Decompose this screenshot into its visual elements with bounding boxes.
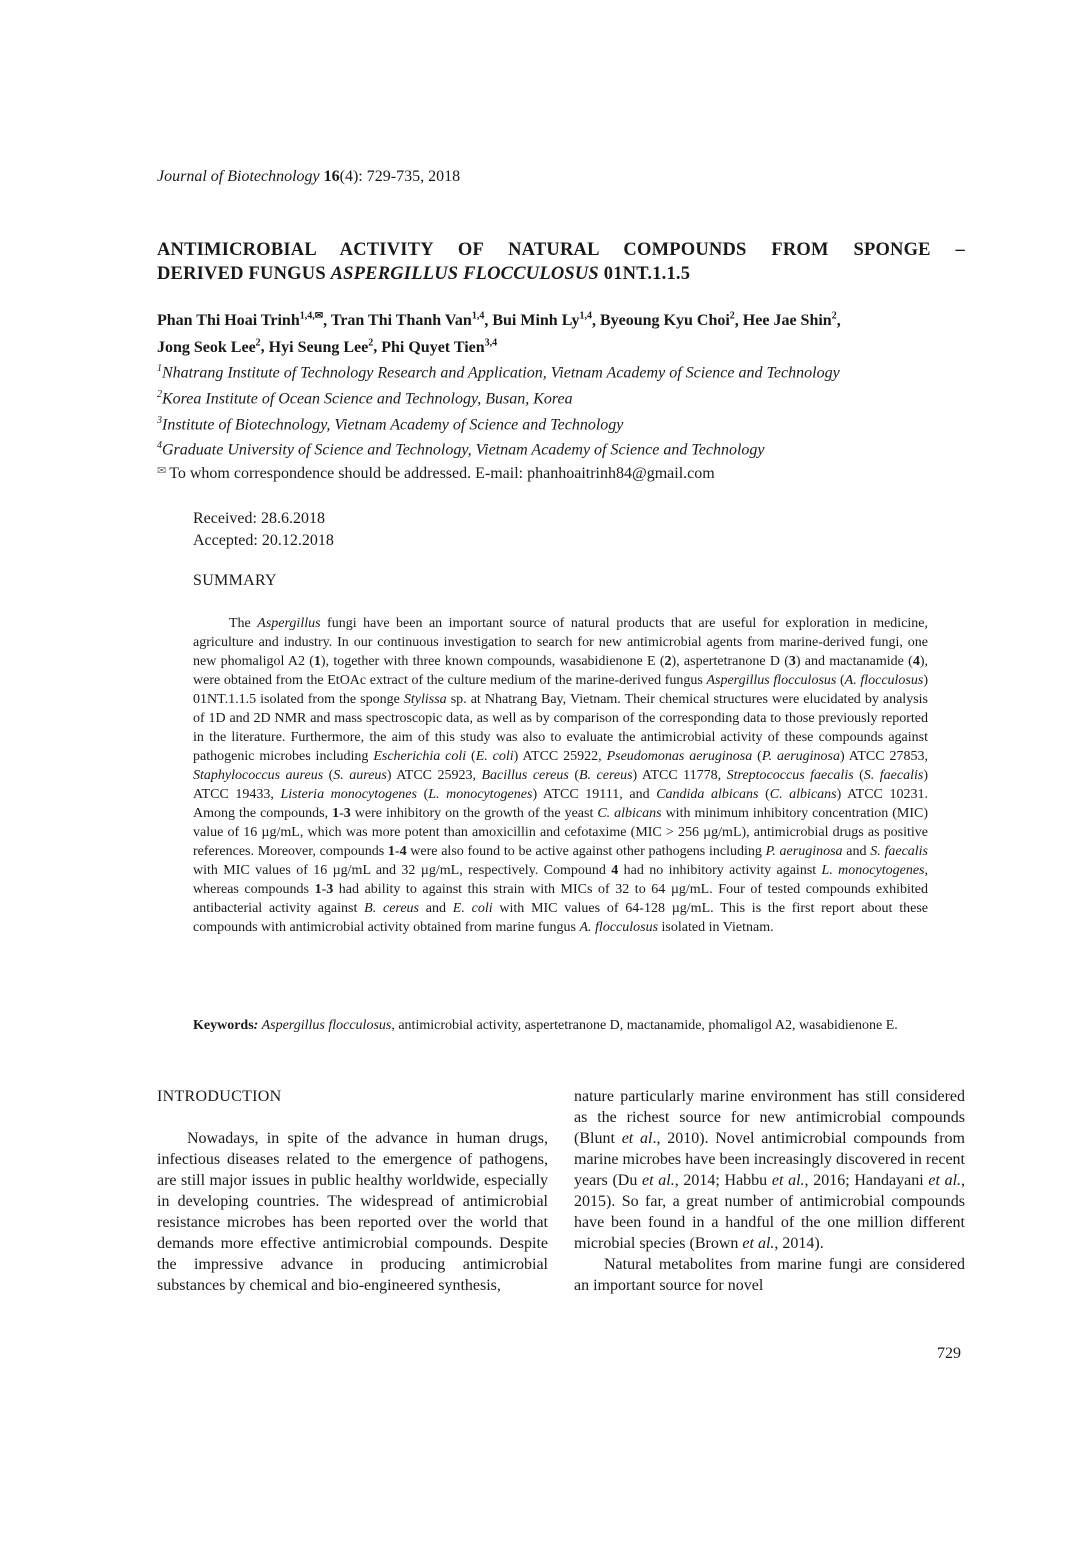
summary-run: ) ATCC 11778,: [632, 768, 727, 783]
introduction-paragraph-1-continued: [574, 1086, 965, 1254]
summary-run: Streptococcus faecalis: [726, 768, 854, 783]
summary-run: S. faecalis: [870, 844, 929, 859]
summary-run: A. flocculosus: [844, 673, 924, 688]
summary-run: L. monocytogenes: [821, 863, 925, 878]
summary-run: B. cereus: [364, 901, 420, 916]
summary-run: 3: [788, 654, 796, 669]
summary-run: 1: [387, 844, 395, 859]
introduction-run: et al.: [742, 1235, 775, 1252]
introduction-paragraph-1: Nowadays, in spite of the advance in human drugs, infectious diseases related to the emergence of pathogens, are still major issues in public healthy worldwide, especially in developing countries. The widespread of antimicrobial resistance microbes has been reported over the world that demands more effective antimicrobial compounds. Despite the impressive advance in producing antimicrobial substances by chemical and bio-engineered synthesis,: [157, 1130, 548, 1294]
author-affiliation-marker: 1,4: [579, 311, 592, 322]
author-list: Phan Thi Hoai Trinh$^{1,4,✉}$, Tran Thi Thanh Van$^{1,4}$, Bui Minh Ly$^{1,4}$, Byeoung Kyu Choi$^2$, Hee Jae Shin$^2$, Jong Seok Lee$^2$, Hyi Seung Lee$^2$, Phi Quyet Tien$^{3,4}$: [157, 311, 841, 356]
summary-run: -: [321, 882, 327, 897]
author: [492, 312, 592, 329]
summary-run: ) ATCC 25923: [386, 768, 473, 783]
journal-name: Journal of Biotechnology: [157, 168, 320, 185]
author-affiliation-marker: 2: [831, 311, 837, 322]
introduction-paragraph-2: Natural metabolites from marine fungi are considered an important source for novel: [574, 1256, 965, 1294]
author-name: Hyi Seung Lee: [268, 338, 369, 356]
author-affiliation-marker: 2: [368, 337, 374, 349]
summary-run: sp. at Nhatrang Bay, Vietnam. Their chemical structures were elucidated by analysis of 1D and 2D NMR and mass spectroscopic data, as well as by comparison of the corresponding data to those previously reported in the literature. Furthermore, the aim of this study was also to evaluate the antimicrobial activity of these compounds against pathogenic microbes including: [193, 692, 928, 764]
summary-run: Staphylococcus aureus: [193, 768, 324, 783]
title-line-2: DERIVED FUNGUS ASPERGILLUS FLOCCULOSUS 01NT.1.1.5: [157, 264, 691, 284]
author: [600, 312, 735, 329]
summary-run: L. monocytogenes: [428, 787, 533, 802]
affiliation: [157, 410, 965, 436]
summary-run: C. albicans: [597, 806, 662, 821]
introduction-run: nature particularly marine environment has still considered as the richest source for new antimicrobial compounds (Blunt: [574, 1088, 965, 1147]
summary-run: ) ATCC 27853,: [839, 749, 928, 764]
summary-run: ), aspertetranone D (: [671, 654, 789, 669]
summary-run: ), together with three known compounds, wasabidienone E (: [320, 654, 665, 669]
introduction-run: , 2014; Habbu: [674, 1172, 772, 1189]
title-species: ASPERGILLUS FLOCCULOSUS: [330, 264, 599, 284]
summary-run: and: [419, 901, 453, 916]
summary-run: S. faecalis: [863, 768, 924, 783]
affiliation: [157, 358, 965, 384]
affiliation: [157, 384, 965, 410]
summary-run: C. albicans: [769, 787, 837, 802]
keywords-label: Keywords: [193, 1018, 254, 1033]
author-name: Phi Quyet Tien: [381, 338, 485, 356]
author-affiliation-marker: 2: [255, 337, 261, 349]
title-line-1: ANTIMICROBIAL ACTIVITY OF NATURAL COMPOUNDS FROM SPONGE –: [157, 240, 965, 260]
paper-title: [157, 238, 965, 286]
introduction-heading: INTRODUCTION: [157, 1088, 282, 1105]
summary-run: -: [339, 806, 344, 821]
affiliation-number: 3: [157, 414, 162, 426]
summary-run: Listeria monocytogenes: [280, 787, 417, 802]
author: [157, 312, 323, 329]
author-affiliation-marker: 1,4,✉: [299, 311, 324, 322]
summary-run: E. coli: [452, 901, 493, 916]
keywords-list: [258, 1018, 897, 1033]
summary-run: The: [229, 616, 258, 631]
journal-volume: 16: [323, 168, 340, 185]
introduction-run: , 2016; Handayani: [804, 1172, 929, 1189]
summary-run: Aspergillus: [257, 616, 321, 631]
affiliation-text: Nhatrang Institute of Technology Research and Application, Vietnam Academy of Science and Technology: [162, 364, 840, 382]
affiliation-number: 1: [157, 363, 162, 374]
journal-issue-pages: (4): 729-735, 2018: [339, 168, 461, 185]
author-affiliation-marker: 2: [729, 311, 735, 322]
summary-run: A. flocculosus: [579, 920, 659, 935]
summary-run: Pseudomonas aeruginosa: [606, 749, 753, 764]
author-name: Jong Seok Lee: [157, 338, 256, 356]
summary-run: (: [758, 787, 770, 802]
summary-run: with MIC values of 64-128 µg/mL. This is the first report about these compounds with antimicrobial activity obtained from marine fungus: [193, 901, 928, 935]
envelope-icon: ✉: [157, 465, 167, 477]
affiliation-text: Graduate University of Science and Technology, Vietnam Academy of Science and Technology: [162, 441, 765, 459]
summary-run: and: [842, 844, 871, 859]
summary-run: were inhibitory on the growth of the yeast: [350, 806, 598, 821]
introduction-run: , 2014).: [774, 1235, 824, 1252]
keywords-run: , antimicrobial activity, aspertetranone D, mactanamide, phomaligol A2, wasabidienone E.: [391, 1018, 898, 1033]
introduction-run: , 2015). So far, a great number of antimicrobial compounds have been found in a handful of the one million different microbial species (Brown: [574, 1172, 966, 1252]
summary-run: 4: [399, 844, 407, 859]
summary-run: with minimum inhibitory concentration (MIC) value of 16 µg/mL, which was more potent than amoxicillin and cefotaxime (MIC > 256 µg/mL), antimicrobial drugs as positive references. Moreover, compounds: [193, 806, 929, 859]
summary-run: (: [466, 749, 476, 764]
summary-run: were also found to be active against other pathogens including: [406, 844, 766, 859]
summary-run: fungi have been an important source of natural products that are useful for exploration in medicine, agriculture and industry. In our continuous investigation to search for new antimicrobial agents from marine-derived fungi, one new phomaligol A2 (: [193, 616, 929, 669]
summary-run: ) ATCC 19111, and: [532, 787, 657, 802]
introduction-run: et al.: [771, 1172, 805, 1189]
summary-run: (: [836, 673, 845, 688]
keywords-paragraph: Keywords: Aspergillus flocculosus, antimicrobial activity, aspertetranone D, mactanamide, phomaligol A2, wasabidienone E.: [193, 1018, 898, 1033]
summary-heading: SUMMARY: [193, 572, 277, 589]
author: [381, 339, 497, 356]
summary-run: 1: [314, 882, 322, 897]
summary-run: ) and mactanamide (: [795, 654, 913, 669]
summary-run: (: [752, 749, 762, 764]
affiliation-text: Institute of Biotechnology, Vietnam Academy of Science and Technology: [162, 415, 624, 433]
correspondence-text: To whom correspondence should be addressed. E-mail: phanhoaitrinh84@gmail.com: [169, 465, 715, 482]
summary-paragraph: [193, 614, 928, 937]
author-name: Phan Thi Hoai Trinh: [157, 312, 300, 330]
summary-run: Escherichia coli: [373, 749, 467, 764]
summary-run: isolated in Vietnam.: [658, 920, 774, 935]
author-name: Bui Minh Ly: [492, 312, 580, 330]
affiliation-number: 4: [157, 440, 162, 452]
summary-run: 3: [326, 882, 334, 897]
summary-run: 3: [343, 806, 351, 821]
affiliation-list: [157, 358, 965, 461]
received-accepted-dates: [193, 508, 334, 552]
summary-run: 2: [664, 654, 672, 669]
summary-run: had ability to against this strain with MICs of 32 to 64 µg/mL. Four of tested compounds exhibited antibacterial activity against: [193, 882, 928, 916]
introduction-run: et al.: [642, 1172, 675, 1189]
summary-run: ), were obtained from the EtOAc extract of the culture medium of the marine-derived fungus: [193, 654, 928, 688]
summary-run: (: [323, 768, 334, 783]
summary-run: 4: [912, 654, 920, 669]
introduction-run: et al.: [928, 1172, 962, 1189]
summary-run: 4: [611, 863, 619, 878]
summary-run: P. aeruginosa: [765, 844, 843, 859]
summary-run: (: [416, 787, 429, 802]
affiliation-number: 2: [157, 388, 162, 400]
summary-run: 1: [332, 806, 340, 821]
author-name: Hee Jae Shin: [742, 312, 832, 330]
summary-run: Stylissa: [403, 692, 447, 707]
author-name: Tran Thi Thanh Van: [330, 312, 472, 330]
summary-run: P. aeruginosa: [761, 749, 840, 764]
page-number: 729: [937, 1345, 961, 1362]
keywords-run: Aspergillus flocculosus: [258, 1018, 392, 1033]
summary-run: , Bacillus cereus: [472, 768, 569, 783]
summary-run: (: [568, 768, 579, 783]
summary-run: ) ATCC 19433,: [193, 768, 928, 802]
introduction-column-left: [157, 1086, 548, 1296]
summary-run: E. coli: [475, 749, 514, 764]
author-name: Byeoung Kyu Choi: [599, 312, 730, 330]
summary-run: with MIC values of 16 µg/mL and 32 µg/mL, respectively. Compound: [193, 863, 612, 878]
summary-run: Aspergillus flocculosus: [706, 673, 837, 688]
summary-run: S. aureus: [333, 768, 387, 783]
affiliation: [157, 435, 965, 461]
introduction-run: et al: [621, 1130, 653, 1147]
correspondence-note: [157, 464, 715, 483]
summary-run: , whereas compounds: [193, 863, 928, 897]
summary-run: (: [853, 768, 864, 783]
author: [269, 339, 374, 356]
summary-run: -: [394, 844, 400, 859]
author-affiliation-marker: 3,4: [484, 337, 498, 349]
author: [331, 312, 484, 329]
received-date: Received: 28.6.2018: [193, 510, 325, 527]
journal-citation: [157, 168, 460, 186]
introduction-column-right: [574, 1086, 965, 1296]
summary-run: 1: [313, 654, 321, 669]
author: [743, 312, 837, 329]
affiliation-text: Korea Institute of Ocean Science and Technology, Busan, Korea: [162, 390, 573, 408]
summary-run: B. cereus: [579, 768, 633, 783]
introduction-run: ., 2010). Novel antimicrobial compounds from marine microbes have been increasingly discovered in recent years (Du: [574, 1130, 966, 1189]
summary-run: ) ATCC 25922,: [513, 749, 607, 764]
summary-run: ) ATCC 10231. Among the compounds,: [193, 787, 928, 821]
author: [157, 339, 261, 356]
summary-run: ) 01NT.1.1.5 isolated from the sponge: [193, 673, 928, 707]
summary-run: Candida albicans: [656, 787, 759, 802]
accepted-date: Accepted: 20.12.2018: [193, 532, 334, 549]
summary-run: had no inhibitory activity against: [618, 863, 822, 878]
author-affiliation-marker: 1,4: [471, 311, 485, 322]
